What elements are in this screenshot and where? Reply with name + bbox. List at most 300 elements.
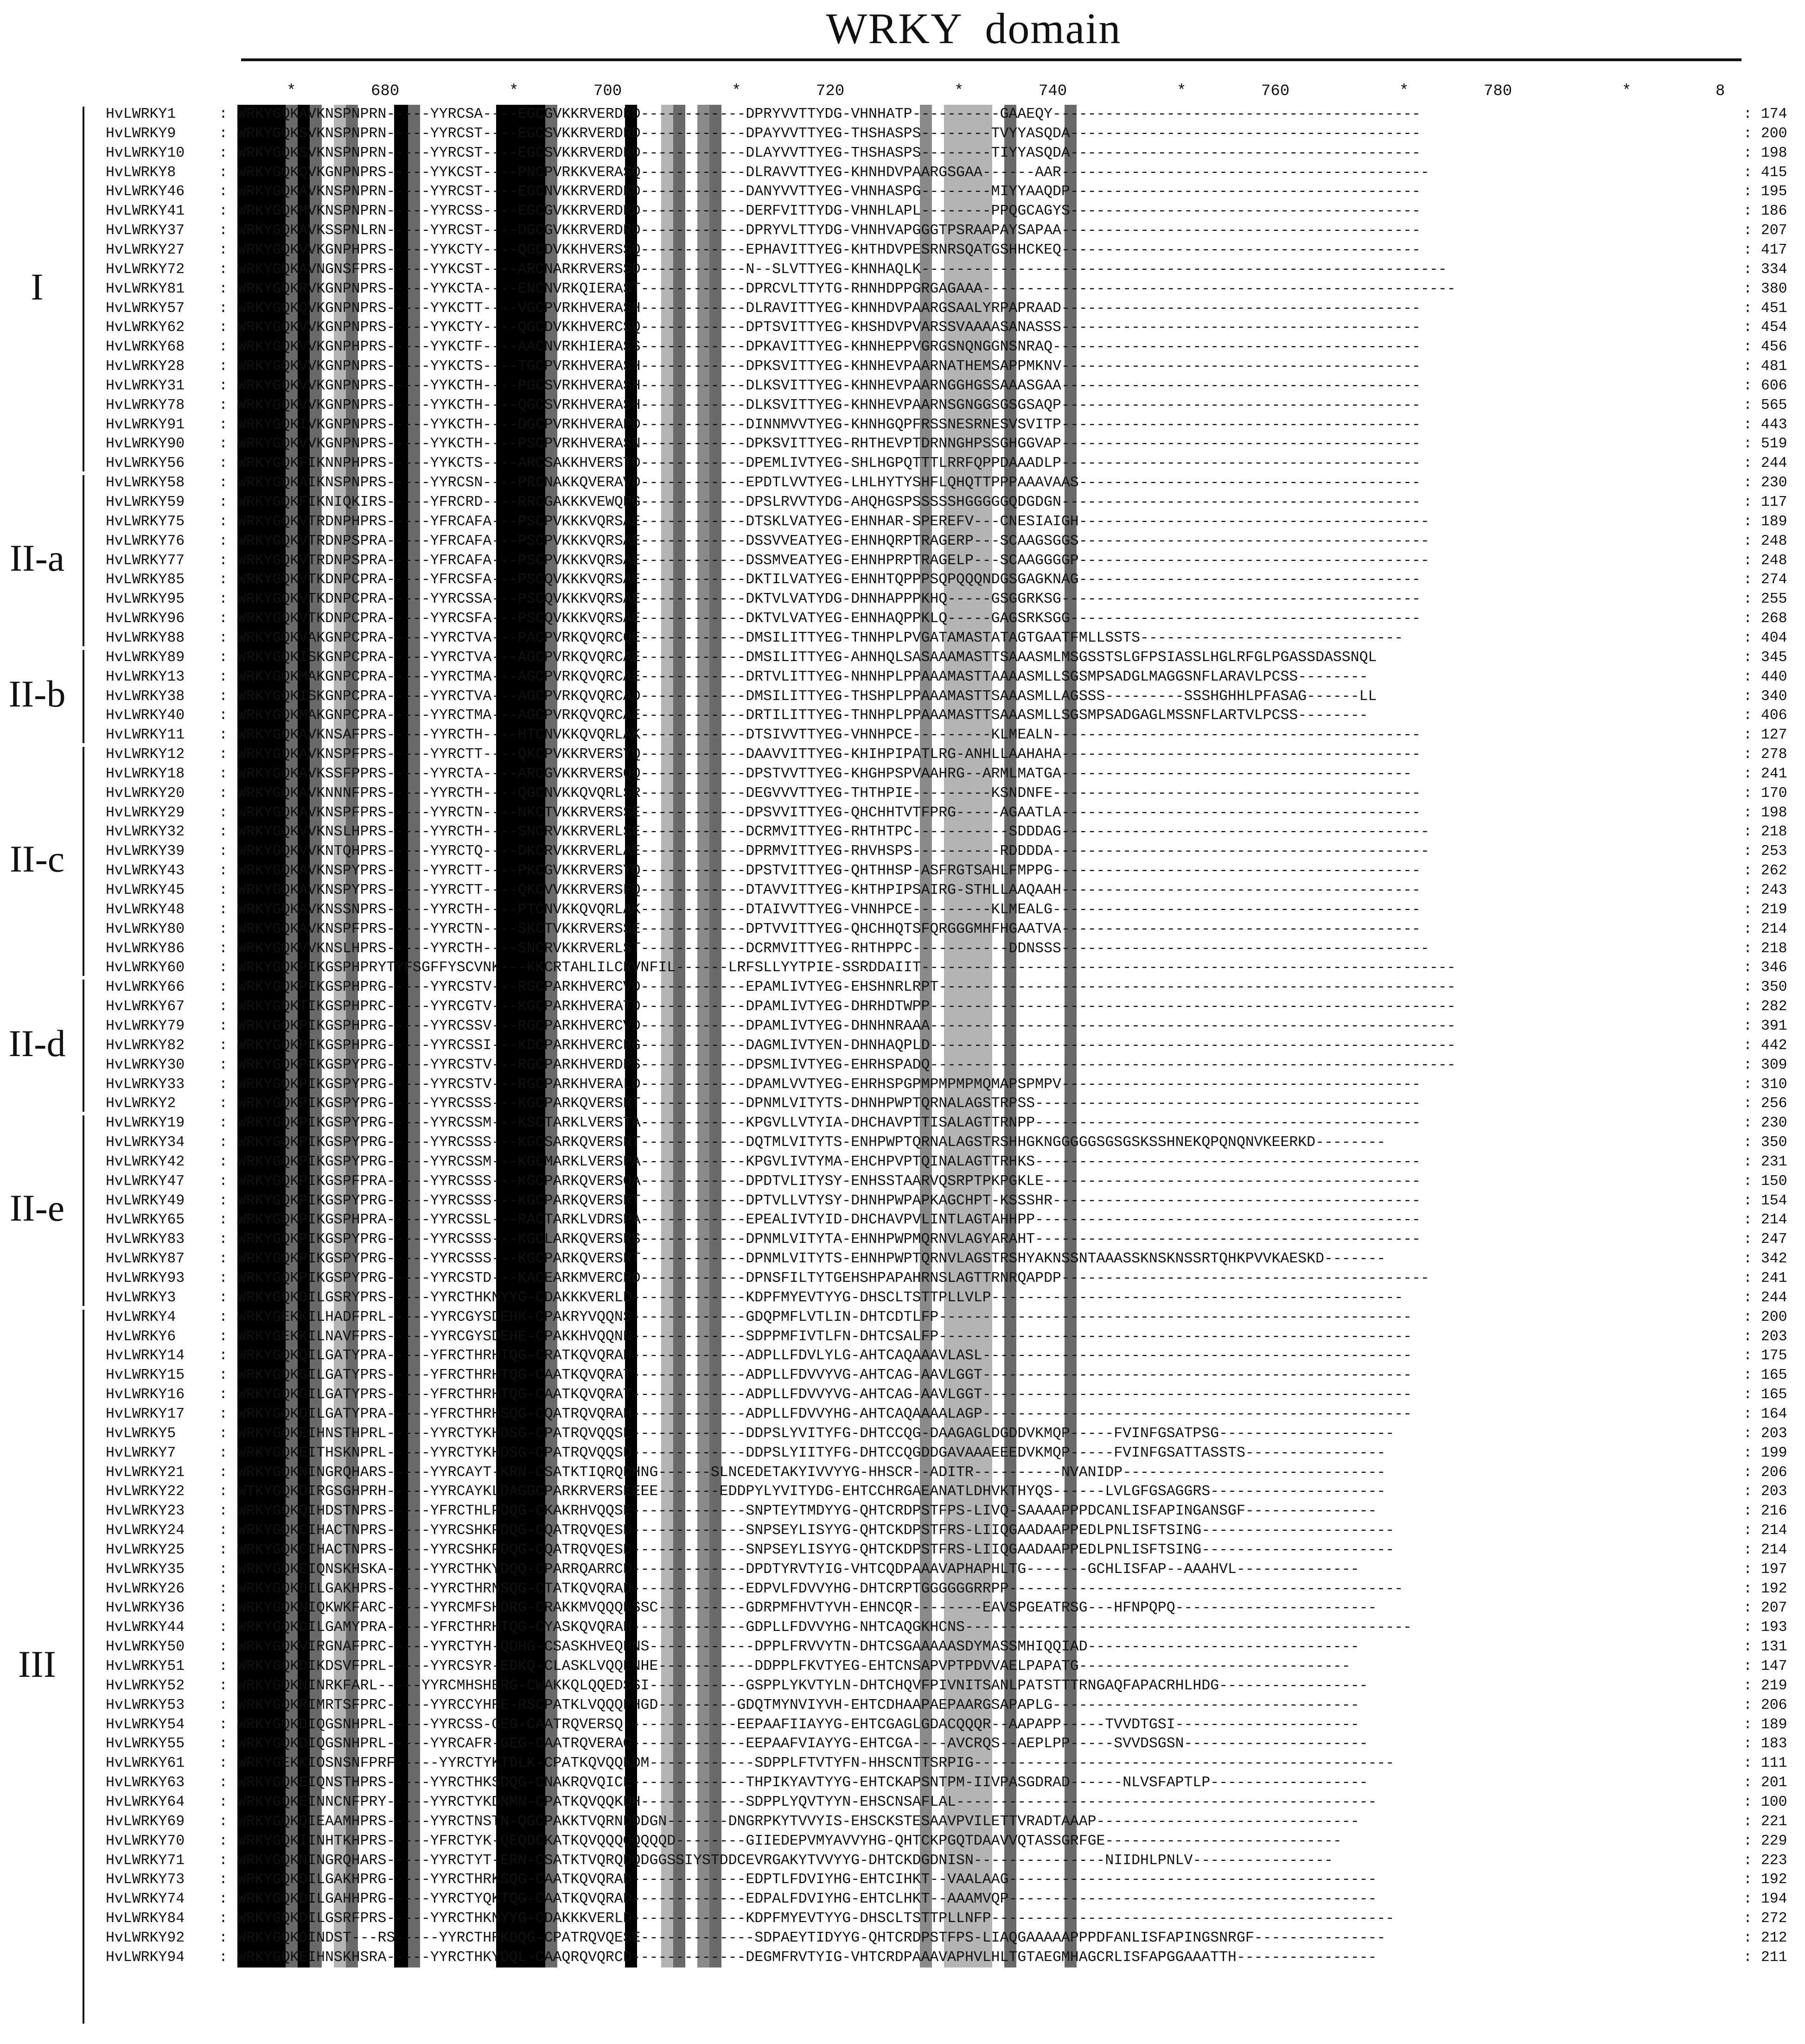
- alignment-row: [0, 1114, 1805, 1133]
- ruler-label: *: [954, 83, 964, 100]
- separator: :: [219, 863, 228, 879]
- sequence-length: : 230: [1743, 1114, 1787, 1133]
- sequence-length: : 216: [1743, 1502, 1787, 1521]
- separator: :: [219, 1949, 228, 1966]
- alignment-row: [0, 1308, 1805, 1327]
- sequence-length: : 200: [1743, 124, 1787, 144]
- alignment-row: [0, 1075, 1805, 1095]
- sequence-residues: WRKYGQKAVKNNNFPRS-----YYRCTH----QGCNVKKQVQRLSR------------DEGVVVTTYEG-THTHPIE---------KSNDNFE------------------------------------------: [237, 785, 1421, 802]
- sequence-length: : 175: [1743, 1346, 1787, 1366]
- sequence-length: : 451: [1743, 299, 1787, 318]
- sequence-name: HvLWRKY77: [106, 552, 185, 569]
- separator: :: [219, 1619, 228, 1636]
- alignment-row: [0, 1133, 1805, 1153]
- sequence-name: HvLWRKY41: [106, 203, 185, 220]
- sequence-length: : 309: [1743, 1056, 1787, 1075]
- separator: :: [219, 339, 228, 356]
- alignment-row: [0, 1385, 1805, 1405]
- sequence-residues: WRKYGQKPIKGSPYPRG-----YYRCSTV---RGCPARKHVERALD------------DPAMLVVTYEG-EHRHSPGPMPMPMPMQMAPSPMPV-----------------------------------------: [237, 1076, 1421, 1093]
- sequence-length: : 195: [1743, 182, 1787, 202]
- separator: :: [219, 1348, 228, 1364]
- alignment-row: [0, 648, 1805, 668]
- separator: :: [219, 1736, 228, 1752]
- separator: :: [219, 106, 228, 122]
- sequence-residues: WRKYGQKFIKNNPHPRS-----YYKCTS----ARCSAKKHVERSTD------------DPEMLIVTYEG-SHLHGPQTTTLRRFQPPDAAADLP-----------------------------------------: [237, 455, 1421, 472]
- alignment-row: [0, 1948, 1805, 1968]
- sequence-name: HvLWRKY8: [106, 164, 176, 181]
- sequence-name: HvLWRKY55: [106, 1736, 185, 1752]
- sequence-residues: WRKYGQKNINGRQHARS-----YYRCTYT-ERN-CSATKTVQRQDQDGGSSIYSTDDCEVRGAKYTVVYYG-DHTCKDGDNISN---------------NIIDHLPNLV----------------: [237, 1852, 1333, 1869]
- alignment-row: [0, 124, 1805, 144]
- separator: :: [219, 223, 228, 239]
- sequence-residues: WRKYGQKQVKGNPNPRS-----YYKCST----PNCPVRKKVERASQ------------DLRAVVTTYEG-KHNHDVPAARGSGAA------AAR------------------------------------------: [237, 164, 1429, 181]
- separator: :: [219, 1018, 228, 1034]
- sequence-residues: WRKYGQKCIHACTNPRS-----YYRCSHKPDQG-CQATRQVQESD-------------SNPSEYLISYYG-QHTCKDPSTFRS-LIIQGAADAAPPEDLPNLISFTSING----------------------: [237, 1541, 1395, 1558]
- sequence-name: HvLWRKY92: [106, 1929, 185, 1946]
- sequence-residues: WRKYGQKRVKGNPNPRS-----YYKCTA----ENCNVRKQIERAST------------DPRCVLTTYTG-RHNHDPPGRGAGAAA------------------------------------------------------: [237, 280, 1456, 297]
- sequence-residues: WRKYGQKPIKGSPFPRA-----YYRCSSS---KGCPARKQVERSQA------------DPDTVLITYSY-ENHSSTAARVQSRPTPKPGKLE-------------------------------------------: [237, 1173, 1421, 1190]
- sequence-length: : 350: [1743, 1133, 1787, 1153]
- alignment-row: [0, 221, 1805, 241]
- sequence-length: : 253: [1743, 842, 1787, 861]
- sequence-length: : 346: [1743, 958, 1787, 978]
- alignment-row: [0, 299, 1805, 318]
- sequence-residues: WRKYGQKDILGAHHPRG-----YYRCTYQKTQG-CAATKQVQRAD-------------EDPALFDVIYHG-EHTCLHKT--AAAMVQP------------------------------------------: [237, 1891, 1377, 1908]
- sequence-length: : 192: [1743, 1579, 1787, 1599]
- sequence-name: HvLWRKY64: [106, 1794, 185, 1810]
- sequence-length: : 415: [1743, 163, 1787, 183]
- sequence-residues: WRKYGQKVVKGNPHPRS-----YYKCTY----QGCDVKKHVERSSQ------------EPHAVITTYEG-KHTHDVPESRNRSQATGSHHCKEQ-----------------------------------------: [237, 242, 1421, 258]
- sequence-length: : 519: [1743, 434, 1787, 454]
- alignment-row: [0, 939, 1805, 959]
- sequence-name: HvLWRKY25: [106, 1541, 185, 1558]
- sequence-name: HvLWRKY91: [106, 416, 185, 433]
- sequence-residues: WRKYGQKPIKGSPYPRG-----YYRCSSM---KGCMARKLVERSPA------------KPGVLIVTYMA-EHCHPVPTQINALAGTTRHKS--------------------------------------------: [237, 1153, 1421, 1170]
- sequence-name: HvLWRKY2: [106, 1095, 176, 1112]
- separator: :: [219, 765, 228, 782]
- separator: :: [219, 1697, 228, 1713]
- sequence-length: : 212: [1743, 1929, 1787, 1948]
- sequence-residues: WRKYGQKDIQGSNHPRL-----YYRCAFR-GEG-CAATRQVERAQ-------------EEPAAFVIAYYG-EHTCGA----AVCRQS--AEPLPP-----SVVDSGSN---------------------: [237, 1736, 1368, 1752]
- alignment-row: [0, 1696, 1805, 1715]
- separator: :: [219, 1076, 228, 1093]
- sequence-name: HvLWRKY49: [106, 1192, 185, 1209]
- sequence-length: : 255: [1743, 590, 1787, 609]
- sequence-length: : 417: [1743, 241, 1787, 260]
- alignment-row: [0, 1172, 1805, 1191]
- alignment-row: [0, 532, 1805, 551]
- sequence-length: : 456: [1743, 337, 1787, 357]
- alignment-row: [0, 1676, 1805, 1696]
- alignment-row: [0, 144, 1805, 163]
- sequence-length: : 345: [1743, 648, 1787, 668]
- alignment-row: [0, 454, 1805, 473]
- separator: :: [219, 164, 228, 181]
- sequence-length: : 199: [1743, 1444, 1787, 1463]
- sequence-residues: WRKYGQKTIKGSPHPRC-----YYRCGTV---KGCPARKHVERATD------------DPAMLIVTYEG-DHRHDTWPP------------------------------------------------------------: [237, 999, 1456, 1015]
- alignment-row: [0, 280, 1805, 299]
- alignment-row: [0, 105, 1805, 124]
- separator: :: [219, 494, 228, 510]
- sequence-length: : 214: [1743, 1210, 1787, 1230]
- separator: :: [219, 1309, 228, 1325]
- sequence-length: : 189: [1743, 1715, 1787, 1735]
- separator: :: [219, 649, 228, 666]
- group-bracket-line: [83, 1310, 84, 2024]
- sequence-length: : 164: [1743, 1405, 1787, 1424]
- alignment-row: [0, 668, 1805, 687]
- separator: :: [219, 145, 228, 161]
- sequence-name: HvLWRKY46: [106, 184, 185, 200]
- ruler-label: *: [1177, 83, 1186, 100]
- alignment-row: [0, 764, 1805, 784]
- sequence-name: HvLWRKY17: [106, 1406, 185, 1422]
- sequence-name: HvLWRKY60: [106, 960, 185, 976]
- sequence-name: HvLWRKY67: [106, 999, 185, 1015]
- sequence-length: : 100: [1743, 1793, 1787, 1812]
- alignment-row: [0, 570, 1805, 590]
- sequence-name: HvLWRKY1: [106, 106, 176, 122]
- sequence-residues: WRKYGQKVIRGNAFPRC-----YYRCTYH-QDHG-CSASKHVEQHNS------------DPPLFRVVYTN-DHTCSGAAAAASDYMASSMHIQQIAD-------------------------------: [237, 1639, 1359, 1656]
- separator: :: [219, 261, 228, 278]
- sequence-name: HvLWRKY79: [106, 1018, 185, 1034]
- sequence-residues: WRKYGQKPIKGSPYPRG-----YYRCSSS---KGCLARKQVERSRS------------DPNMLVITYTA-EHNHPWPMQRNVLAGYARAHT--------------------------------------------: [237, 1231, 1421, 1248]
- sequence-name: HvLWRKY71: [106, 1852, 185, 1869]
- sequence-name: HvLWRKY5: [106, 1425, 176, 1442]
- sequence-length: : 186: [1743, 202, 1787, 221]
- separator: :: [219, 1872, 228, 1888]
- sequence-residues: WRKYGQKVTKDNPCPRA-----YYRCSSA---PSCQVKKKVQRSAE------------DKTVLVATYDG-DHNHAPPPKHQ-----GSGGRKSG-----------------------------------------: [237, 591, 1421, 608]
- separator: :: [219, 1639, 228, 1656]
- sequence-length: : 404: [1743, 629, 1787, 648]
- sequence-name: HvLWRKY4: [106, 1309, 176, 1325]
- sequence-residues: WRKYGQKAVKSSPNLRN-----YYRCST----DGCGVKKRVERDRD------------DPRYVLTTYDG-VHNHVAPGGGTPSRAAPAYSAPAA-----------------------------------------: [237, 223, 1421, 239]
- sequence-residues: WRKYGQKVTKDNPCPRA-----YFRCSFA---PSCQVKKKVQRSAE------------DKTILVATYEG-EHNHTQPPPSQPQQQNDGSGAGKNAG---------------------------------------: [237, 572, 1421, 588]
- sequence-length: : 203: [1743, 1424, 1787, 1444]
- alignment-row: [0, 687, 1805, 707]
- sequence-residues: WRKYGQKDILGAKHPRG-----YYRCTHRKSQG-CAATKQVQRAD-------------EDPTLFDVIYHG-EHTCIHKT--VAALAAG------------------------------------------: [237, 1872, 1377, 1888]
- sequence-residues: WRKYGQKMVKNSPNPRN-----YYRCSS----EGCGVKKRVERDRD------------DERFVITTYDG-VHNHLAPL--------PPQGCAGYS----------------------------------------: [237, 203, 1421, 220]
- separator: :: [219, 475, 228, 491]
- alignment-row: [0, 842, 1805, 861]
- sequence-length: : 223: [1743, 1851, 1787, 1871]
- separator: :: [219, 1755, 228, 1772]
- sequence-length: : 131: [1743, 1637, 1787, 1657]
- separator: :: [219, 1833, 228, 1849]
- sequence-length: : 127: [1743, 726, 1787, 745]
- alignment-row: [0, 822, 1805, 842]
- alignment-row: [0, 1424, 1805, 1444]
- sequence-name: HvLWRKY82: [106, 1037, 185, 1054]
- sequence-residues: WRKYGQKPIKGSPYPRG-----YYRCSSM---KSCTARKLVERSTA------------KPGVLLVTYIA-DHCHAVPTTISALAGTTRNPP--------------------------------------------: [237, 1115, 1421, 1132]
- separator: :: [219, 901, 228, 918]
- sequence-residues: WRKYGQKDIKDSVFPRL-----YYRCSYR-EDKQ-CLASKLVQQENHE-----------DDPPLFKVTYEG-EHTCNSAPVPTPDVVAELPAPATG-------------------------------: [237, 1658, 1351, 1675]
- sequence-residues: WRKYGQKDILGAKHPRS-----YYRCTHRNSQG-CTATKQVQRAD-------------EDPVLFDVVYHG-DHTCRPTGGGGGGRRPP---------------------------------------------: [237, 1580, 1403, 1597]
- group-label: II-c: [9, 838, 65, 880]
- figure-title: WRKY domain: [826, 5, 1122, 53]
- sequence-name: HvLWRKY18: [106, 765, 185, 782]
- sequence-name: HvLWRKY84: [106, 1910, 185, 1927]
- group-bracket-line: [83, 650, 84, 743]
- sequence-name: HvLWRKY78: [106, 397, 185, 414]
- sequence-residues: WRKYGQKGILGATYPRS-----YFRCTHRHTQG-CAATKQVQRAT-------------ADPLLFDVVYVG-AHTCAG-AAVLGGT-------------------------------------------------: [237, 1367, 1412, 1384]
- separator: :: [219, 125, 228, 142]
- sequence-length: : 154: [1743, 1191, 1787, 1211]
- sequence-residues: WRKYGQKEIQNSKHSKA-----YYRCTHKYDQQ-CPARRQARRCD-------------DPDTYRVTYIG-VHTCQDPAAAVAPHAPHLTG-------GCHLISFAP--AAAHVL--------------: [237, 1561, 1359, 1578]
- sequence-residues: WRKYGQKAIKNSPNPRS-----YYRCSN----PRCNAKKQVERAVD------------EPDTLVVTYEG-LHLHYTYSHFLQHQTTPPPAAAVAAS---------------------------------------: [237, 475, 1421, 491]
- sequence-residues: WRKYGQKEIQNSTHPRS-----YYRCTHKSDQG-CNAKRQVQICE-------------THPIKYAVTYYG-EHTCKAPSNTPM-IIVPASGDRAD------NLVSFAPTLP------------------: [237, 1775, 1368, 1791]
- separator: :: [219, 436, 228, 452]
- separator: :: [219, 300, 228, 317]
- alignment-row: [0, 803, 1805, 823]
- sequence-length: : 391: [1743, 1017, 1787, 1036]
- sequence-name: HvLWRKY22: [106, 1484, 185, 1500]
- group-label: I: [31, 265, 44, 308]
- ruler-label: 8: [1716, 83, 1725, 100]
- separator: :: [219, 533, 228, 549]
- ruler-label: *: [509, 83, 519, 100]
- alignment-row: [0, 241, 1805, 260]
- separator: :: [219, 397, 228, 414]
- sequence-length: : 274: [1743, 570, 1787, 590]
- sequence-name: HvLWRKY13: [106, 669, 185, 685]
- alignment-row: [0, 1036, 1805, 1056]
- sequence-residues: WRKYGQKGILGATYPRS-----YFRCTHRHTQG-CAATKQVQRAT-------------ADPLLFDVVYVG-AHTCAG-AAVLGGT-------------------------------------------------: [237, 1387, 1412, 1403]
- separator: :: [219, 572, 228, 588]
- sequence-residues: WRKYGQKPIKGSPYPRG-----YYRCSTV---RGCPARKHVERDPS------------DPSMLIVTYEG-EHRHSPADQ------------------------------------------------------------: [237, 1057, 1456, 1073]
- separator: :: [219, 1658, 228, 1675]
- sequence-name: HvLWRKY32: [106, 824, 185, 841]
- sequence-length: : 440: [1743, 668, 1787, 687]
- sequence-residues: WRKYGQKEINNCNFPRY-----YYRCTYKDNMN-CPATKQVQQKDH------------SDPPLYQVTYYN-EHSCNSAFLAL------------------------------------------------: [237, 1794, 1377, 1810]
- sequence-name: HvLWRKY50: [106, 1639, 185, 1656]
- sequence-name: HvLWRKY16: [106, 1387, 185, 1403]
- separator: :: [219, 630, 228, 646]
- sequence-residues: WRKYGQKSVKNSPNPRN-----YYRCST----EGCSVKKRVERDRD------------DPAYVVTTYEG-THSHASPS--------TVYYASQDA----------------------------------------: [237, 125, 1421, 142]
- sequence-residues: WRKYGQKRIMRTSFPRC-----YYRCCYHRE-RSCPATKLVQQQPHGD---------GDQTMYNVIYVH-EHTCDHAAPAEPAARGSAPAPLG-----------------------------------: [237, 1697, 1359, 1713]
- alignment-row: [0, 1210, 1805, 1230]
- alignment-row: [0, 376, 1805, 396]
- sequence-name: HvLWRKY76: [106, 533, 185, 549]
- sequence-name: HvLWRKY54: [106, 1716, 185, 1733]
- sequence-name: HvLWRKY70: [106, 1833, 185, 1849]
- separator: :: [219, 1677, 228, 1694]
- sequence-name: HvLWRKY57: [106, 300, 185, 317]
- separator: :: [219, 1891, 228, 1908]
- alignment-row: [0, 1444, 1805, 1463]
- group-label: II-a: [9, 537, 65, 579]
- separator: :: [219, 1037, 228, 1054]
- sequence-name: HvLWRKY59: [106, 494, 185, 510]
- sequence-name: HvLWRKY88: [106, 630, 185, 646]
- sequence-residues: WRKYGQKMAKGNPCPRA-----YYRCTMA---AGCPVRKQVQRCAE------------DRTVLITTYEG-NHNHPLPPAAAMASTTAAAASMLLSGSMPSADGLMAGGSNFLARAVLPCSS--------: [237, 669, 1368, 685]
- sequence-length: : 219: [1743, 1676, 1787, 1696]
- alignment-row: [0, 1541, 1805, 1560]
- alignment-row: [0, 1579, 1805, 1599]
- sequence-length: : 211: [1743, 1948, 1787, 1968]
- sequence-length: : 206: [1743, 1696, 1787, 1715]
- alignment-row: [0, 473, 1805, 493]
- sequence-residues: WRKYGQKEIHNSKHSRA-----YYRCTHKYDQL-CAAQRQVQRCD-------------DEGMFRVTYIG-VHTCRDPAAAVAPHVLHLTGTAEGMHAGCRLISFAPGGAAATTH----------------: [237, 1949, 1377, 1966]
- alignment-row: [0, 202, 1805, 221]
- sequence-length: : 150: [1743, 1172, 1787, 1191]
- alignment-row: [0, 1249, 1805, 1269]
- sequence-residues: WRKYGQKDIQGSNHPRL-----YYRCSS-GEG-CAATRQVERSQ-------------EEPAAFIIAYYG-EHTCGAGLGDACQQQR--AAPAPP-----TVVDTGSI---------------------: [237, 1716, 1359, 1733]
- sequence-length: : 218: [1743, 939, 1787, 959]
- separator: :: [219, 358, 228, 375]
- sequence-residues: WRKYGQKISKGNPCPRA-----YYRCTVA---AGCPVRKQVQRCAE------------DMSILITTYEG-AHNHQLSASAAAMASTTSAAASMLMSGSSTSLGFPSIASSLHGLRFGLPGASSDASSNQL: [237, 649, 1377, 666]
- separator: :: [219, 921, 228, 937]
- sequence-residues: WRKYGQKVVKGNPNPRS-----YYKCTH----PSCPVRKHVERASN------------DPKSVITTYEG-RHTHEVPTDRNNGHPSSGHGGVAP-----------------------------------------: [237, 436, 1421, 452]
- ruler-label: 700: [593, 83, 622, 100]
- sequence-length: : 183: [1743, 1734, 1787, 1754]
- sequence-length: : 197: [1743, 1560, 1787, 1579]
- sequence-residues: WRKYGQKAVKNSSNPRS-----YYRCTH----PTCNVKKQVQRLAK------------DTAIVVTTYEG-VHNHPCE---------KLMEALG------------------------------------------: [237, 901, 1421, 918]
- group-label: III: [18, 1643, 56, 1685]
- alignment-row: [0, 415, 1805, 435]
- separator: :: [219, 843, 228, 860]
- separator: :: [219, 1503, 228, 1520]
- separator: :: [219, 184, 228, 200]
- alignment-row: [0, 1327, 1805, 1347]
- alignment-row: [0, 1929, 1805, 1948]
- sequence-name: HvLWRKY26: [106, 1580, 185, 1597]
- sequence-name: HvLWRKY21: [106, 1464, 185, 1481]
- sequence-name: HvLWRKY63: [106, 1775, 185, 1791]
- alignment-row: [0, 1773, 1805, 1793]
- sequence-residues: WRKYGQKAVKNSPFPRS-----YYRCTN----SKCTVKKRVERSSE------------DPTVVITTYEG-QHCHHQTSFQRGGGMHFHGAATVA-----------------------------------------: [237, 921, 1421, 937]
- alignment-row: [0, 182, 1805, 202]
- sequence-name: HvLWRKY75: [106, 513, 185, 530]
- sequence-residues: WRKYGQKVVKGNPNPRS-----YYKCTS----TGCPVRKHVERASH------------DPKSVITTYEG-KHNHEVPAARNATHEMSAPPMKNV-----------------------------------------: [237, 358, 1421, 375]
- sequence-residues: WRKYGQKAVNGNSFPRS-----YYKCST----ARCNARKRVERSSD------------N--SLVTTYEG-KHNHAQLK------------------------------------------------------------: [237, 261, 1447, 278]
- sequence-length: : 214: [1743, 1541, 1787, 1560]
- sequence-length: : 606: [1743, 376, 1787, 396]
- sequence-residues: WRKYGQKQILGATYPRA-----YFRCTHRHSQG-CQATRQVQRAH-------------ADPLLFDVVYHG-AHTCAQAAAALAGP-------------------------------------------------: [237, 1406, 1412, 1422]
- separator: :: [219, 979, 228, 996]
- alignment-row: [0, 1637, 1805, 1657]
- sequence-residues: WRKYGQKVTKDNPCPRA-----YYRCSFA---PSCQVKKKVQRSAE------------DKTVLVATYEG-EHNHAQPPKLQ-----GAGSRKSGG----------------------------------------: [237, 611, 1421, 627]
- alignment-row: [0, 958, 1805, 978]
- separator: :: [219, 882, 228, 898]
- separator: :: [219, 999, 228, 1015]
- sequence-residues: WRKYGQKQVKGNPNPRS-----YYKCTT----VGCPVRKHVERASH------------DLRAVITTYEG-KHNHDVPAARGSAALYRPAPRAAD-----------------------------------------: [237, 300, 1421, 317]
- sequence-residues: WRKYGQKAVKNSPFPRS-----YYRCTN----NKCTVKKRVERSSE------------DPSVVITTYEG-QHCHHTVTFPRG-----AGAATLA-----------------------------------------: [237, 804, 1421, 821]
- ruler-label: *: [732, 83, 741, 100]
- sequence-name: HvLWRKY48: [106, 901, 185, 918]
- separator: :: [219, 1852, 228, 1869]
- group-bracket-line: [83, 107, 84, 471]
- separator: :: [219, 804, 228, 821]
- sequence-name: HvLWRKY96: [106, 611, 185, 627]
- sequence-name: HvLWRKY6: [106, 1328, 176, 1345]
- sequence-residues: WRKYGQKAVKNSAFPRS-----YYRCTH----HTCNVKKQVQRLAK------------DTSIVVTTYEG-VHNHPCE---------KLMEALN------------------------------------------: [237, 727, 1421, 744]
- sequence-length: : 243: [1743, 881, 1787, 900]
- separator: :: [219, 1580, 228, 1597]
- sequence-residues: WRKYGQKAVKNSPYPRS-----YYRCTT----PKCGVKKRVERSYQ------------DPSTVITTYEG-QHTHHSP-ASFRGTSAHLFMPPG------------------------------------------: [237, 863, 1421, 879]
- sequence-residues: WRKYGEKKIOSNSNFPRF-----YYRCTYKTDLK-CPATKQVQQKDM------------SDPPLFTVTYFN-HHSCNTTSRPIG------------------------------------------------: [237, 1755, 1395, 1772]
- sequence-name: HvLWRKY10: [106, 145, 185, 161]
- sequence-residues: WRKYGQKNINRKFARL-----YYRCMHSHERG-CWAKKQLQQEDSSI-----------GSPPLYKVTYLN-DHTCHQVFPIVNITSANLPATSTTTRNGAQFAPACRHLHDG-----------------: [237, 1677, 1368, 1694]
- separator: :: [219, 688, 228, 705]
- separator: :: [219, 1910, 228, 1927]
- separator: :: [219, 727, 228, 744]
- sequence-residues: WRKYGQKISKGNPCPRA-----YYRCTVA---AGCPVRKQVQRCAD------------DMSILITTYEG-THSHPLPPAAAMASTTSAAASMLLAGSSS---------SSSHGHHLPFASAG------LL: [237, 688, 1377, 705]
- separator: :: [219, 513, 228, 530]
- ruler-label: 780: [1484, 83, 1512, 100]
- sequence-residues: WRKYGQKAVKNSPFPRS-----YYRCTT----QKCPVKKRVERSYQ------------DAAVVITTYEG-KHIHPIPATLRG-ANHLLAAHAHA-----------------------------------------: [237, 746, 1421, 763]
- sequence-residues: WRKYGQKVVKGNPNPRS-----YYKCTH----QGCSVRKHVERASH------------DLKSVITTYEG-KHNHEVPAARNSGNGGSGSGSAQP-----------------------------------------: [237, 397, 1421, 414]
- sequence-length: : 380: [1743, 280, 1787, 299]
- sequence-residues: WRKYGQKQIHDSTNPRS-----YFRCTHLPDQG-CKAKRHVQQSE-------------SNPTEYTMDYYG-QHTCRDPSTFPS-LIVQ-SAAAAPPPDCANLISFAPINGANSGF---------------: [237, 1503, 1377, 1520]
- sequence-name: HvLWRKY7: [106, 1445, 176, 1461]
- sequence-length: : 165: [1743, 1385, 1787, 1405]
- sequence-length: : 262: [1743, 861, 1787, 881]
- alignment-row: [0, 1812, 1805, 1832]
- sequence-length: : 200: [1743, 1308, 1787, 1327]
- sequence-length: : 244: [1743, 454, 1787, 473]
- sequence-length: : 334: [1743, 260, 1787, 280]
- ruler-label: 680: [371, 83, 400, 100]
- sequence-name: HvLWRKY83: [106, 1231, 185, 1248]
- sequence-residues: WRKYGEKKILHADFPRL-----YYRCGYSDEHK-CPAKRYVQQNS-------------GDQPMFLVTLIN-DHTCDTLFP------------------------------------------------------: [237, 1309, 1412, 1325]
- sequence-residues: WRKYGQKVTRDNPSPRA-----YFRCAFA---PSCPVKKKVQRSAE------------DSSVVEATYEG-EHNHQRPTRAGERP---SCAAGSGGS----------------------------------------: [237, 533, 1429, 549]
- sequence-name: HvLWRKY19: [106, 1115, 185, 1132]
- sequence-name: HvLWRKY39: [106, 843, 185, 860]
- sequence-name: HvLWRKY74: [106, 1891, 185, 1908]
- alignment-row: [0, 920, 1805, 939]
- alignment-row: [0, 1870, 1805, 1890]
- separator: :: [219, 1484, 228, 1500]
- sequence-name: HvLWRKY11: [106, 727, 185, 744]
- separator: :: [219, 707, 228, 724]
- sequence-length: : 218: [1743, 822, 1787, 842]
- sequence-length: : 198: [1743, 144, 1787, 163]
- sequence-name: HvLWRKY80: [106, 921, 185, 937]
- alignment-row: [0, 1754, 1805, 1773]
- domain-bracket-line: [241, 58, 1741, 61]
- sequence-residues: WRKYGQKPIKGSPHPRG-----YYRCSSV---RGCPARKHVERCVD------------DPAMLIVTYEG-DHNHNRAAA------------------------------------------------------------: [237, 1018, 1456, 1034]
- separator: :: [219, 377, 228, 394]
- separator: :: [219, 1212, 228, 1229]
- alignment-row: [0, 493, 1805, 512]
- sequence-residues: WRKYGQKAVKNSPYPRS-----YYRCTT----QKCVVKKRVERSFQ------------DTAVVITTYEG-KHTHPIPSAIRG-STHLLAAQAAH-----------------------------------------: [237, 882, 1421, 898]
- sequence-length: : 442: [1743, 1036, 1787, 1056]
- sequence-residues: WRKYGQKPIKGSPHPRG-----YYRCSTV---RGCPARKHVERCVD------------EPAMLIVTYEG-EHSHNRLRPT-----------------------------------------------------------: [237, 979, 1456, 996]
- sequence-length: : 244: [1743, 1288, 1787, 1308]
- sequence-name: HvLWRKY34: [106, 1134, 185, 1151]
- sequence-length: : 170: [1743, 784, 1787, 803]
- sequence-length: : 207: [1743, 1598, 1787, 1618]
- sequence-length: : 342: [1743, 1249, 1787, 1269]
- separator: :: [219, 1775, 228, 1791]
- sequence-length: : 201: [1743, 1773, 1787, 1793]
- sequence-length: : 221: [1743, 1812, 1787, 1832]
- sequence-residues: WRKYGQKPIKGSPYPRG-----YYRCSSS---KGCPARKQVERSRT------------DPNMLVITYTS-DHNHPWPTQRNALAGSTRPSS--------------------------------------------: [237, 1095, 1421, 1112]
- alignment-row: [0, 1832, 1805, 1851]
- sequence-residues: WRKYGQKAVKNSPNPRN-----YYRCST----EGCNVKKRVERDKD------------DANYVVTTYEG-VHNHASPG--------MIYYAAQDP----------------------------------------: [237, 184, 1421, 200]
- sequence-residues: WRKYGQKPIKGSPYPRG-----YYRCSTD---KACEARKMVERCRD------------DPNSFILTYTGEHSHPAPAHRNSLAGTTRNRQAPDP------------------------------------------: [237, 1270, 1429, 1286]
- sequence-name: HvLWRKY47: [106, 1173, 185, 1190]
- separator: :: [219, 1406, 228, 1422]
- sequence-length: : 310: [1743, 1075, 1787, 1095]
- sequence-name: HvLWRKY38: [106, 688, 185, 705]
- sequence-name: HvLWRKY43: [106, 863, 185, 879]
- alignment-row: [0, 1153, 1805, 1172]
- alignment-row: [0, 1560, 1805, 1579]
- sequence-residues: WRKYGQKAVKNSPNPRN-----YYRCSA----EGCGVKKRVERDRD------------DPRYVVTTYDG-VHNHATP----------GAAEQY------------------------------------------: [237, 106, 1421, 122]
- sequence-length: : 443: [1743, 415, 1787, 435]
